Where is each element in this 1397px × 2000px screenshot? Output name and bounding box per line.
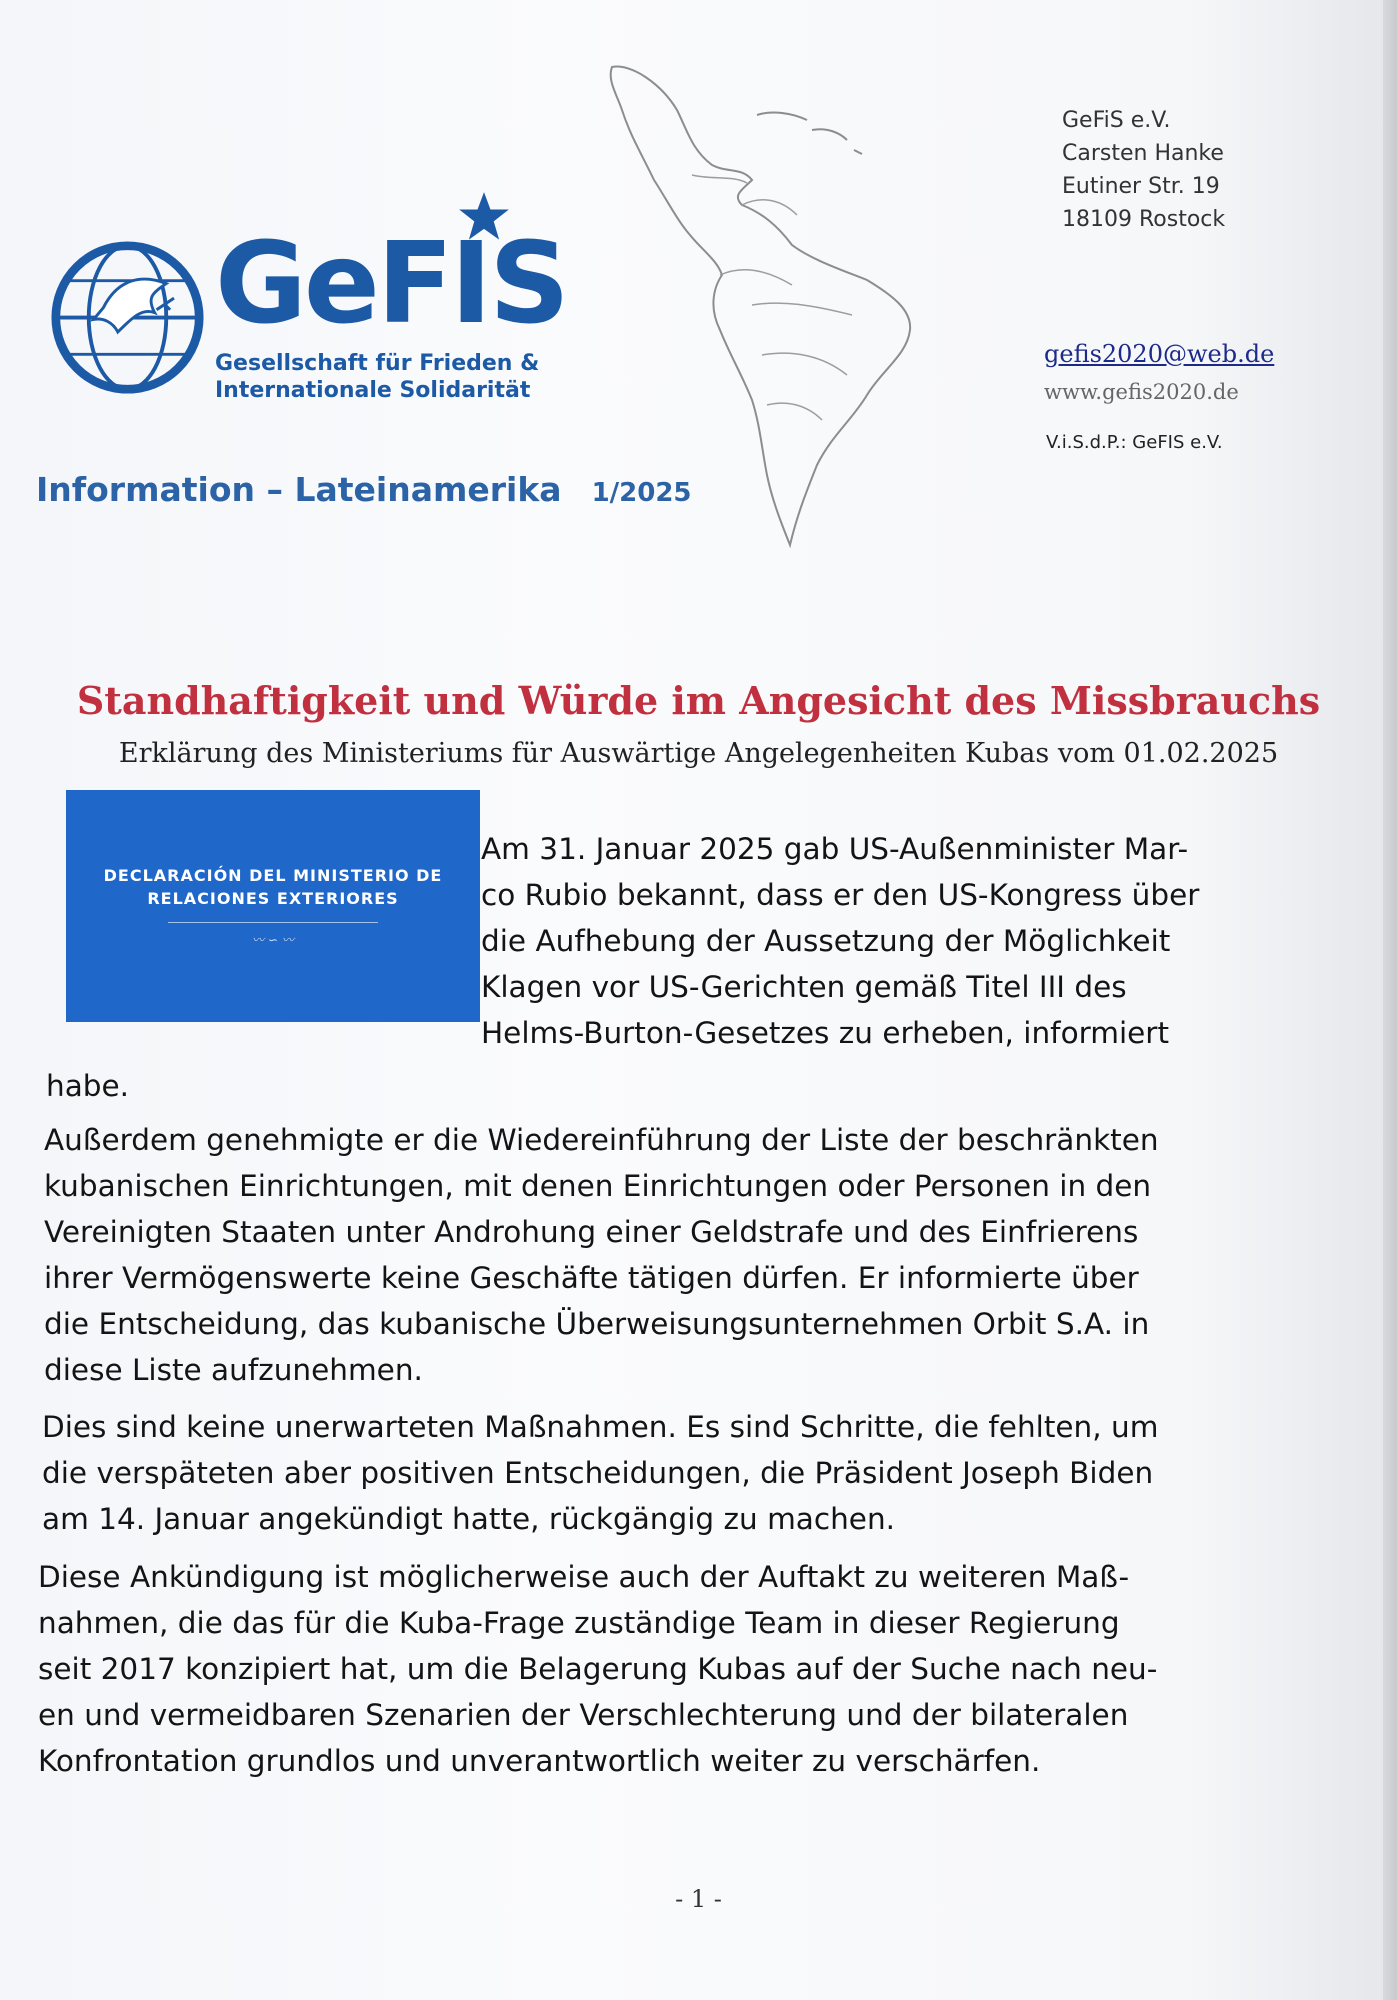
issue-number: 1/2025 xyxy=(591,478,692,508)
paragraph-2 xyxy=(44,1117,1344,1393)
paragraph-line: die Entscheidung, das kubanische Überweisungsunternehmen Orbit S.A. in xyxy=(44,1307,1150,1341)
contact-street: Eutiner Str. 19 xyxy=(1062,174,1220,199)
article-subtitle: Erklärung des Ministeriums für Auswärtige Angelegenheiten Kubas vom 01.02.2025 xyxy=(118,738,1279,769)
paragraph-line: diese Liste aufzunehmen. xyxy=(44,1353,423,1387)
paragraph-line: Dies sind keine unerwarteten Maßnahmen. Es sind Schritte, die fehlten, um xyxy=(42,1410,1159,1444)
logo-subtitle-line1: Gesellschaft für Frieden & xyxy=(215,351,540,376)
paragraph-line: die Aufhebung der Aussetzung der Möglichkeit xyxy=(481,924,1171,958)
paragraph-line: en und vermeidbaren Szenarien der Verschlechterung und der bilateralen xyxy=(38,1698,1129,1732)
paragraph-1-end: habe. xyxy=(46,1069,130,1103)
contact-email-link[interactable]: gefis2020@web.de xyxy=(1044,340,1275,368)
paragraph-line: am 14. Januar angekündigt hatte, rückgängig zu machen. xyxy=(42,1502,896,1536)
contact-city: 18109 Rostock xyxy=(1062,207,1226,232)
paragraph-line: seit 2017 konzipiert hat, um die Belagerung Kubas auf der Suche nach neu- xyxy=(38,1652,1158,1686)
page-number: - 1 - xyxy=(675,1885,722,1913)
banner-line2: RELACIONES EXTERIORES xyxy=(147,889,399,908)
banner-line1: DECLARACIÓN DEL MINISTERIO DE xyxy=(103,866,443,885)
paragraph-3 xyxy=(42,1404,1342,1542)
logo-subtitle xyxy=(215,350,539,404)
paragraph-line: Außerdem genehmigte er die Wiedereinführung der Liste der beschränkten xyxy=(44,1123,1159,1157)
logo-wordmark: GeFIS xyxy=(215,219,567,349)
paragraph-line: Helms-Burton-Gesetzes zu erheben, informiert xyxy=(481,1016,1170,1050)
article-title: Standhaftigkeit und Würde im Angesicht des Missbrauchs xyxy=(76,678,1321,723)
paragraph-line: Vereinigten Staaten unter Androhung einer Geldstrafe und des Einfrierens xyxy=(44,1215,1139,1249)
contact-website[interactable]: www.gefis2020.de xyxy=(1044,380,1239,404)
contact-org: GeFiS e.V. xyxy=(1062,108,1171,133)
paragraph-line: Am 31. Januar 2025 gab US-Außenminister Mar- xyxy=(481,832,1189,866)
banner-divider xyxy=(168,922,378,923)
paragraph-line: co Rubio bekannt, dass er den US-Kongress über xyxy=(481,878,1200,912)
paragraph-line: Diese Ankündigung ist möglicherweise auch der Auftakt zu weiteren Maß- xyxy=(38,1560,1130,1594)
page-edge-shadow xyxy=(1383,0,1397,2000)
paragraph-line: Konfrontation grundlos und unverantwortlich weiter zu verschärfen. xyxy=(38,1744,1041,1778)
paragraph-line: die verspäteten aber positiven Entscheidungen, die Präsident Joseph Biden xyxy=(42,1456,1154,1490)
paragraph-line: Klagen vor US-Gerichten gemäß Titel III des xyxy=(481,970,1127,1004)
paragraph-1 xyxy=(481,826,1301,1056)
latin-america-map-icon xyxy=(592,55,1012,565)
contact-address xyxy=(1062,104,1225,236)
paragraph-line: ihrer Vermögenswerte keine Geschäfte tätigen dürfen. Er informierte über xyxy=(44,1261,1139,1295)
info-title: Information – Lateinamerika xyxy=(36,470,562,509)
paragraph-line: kubanischen Einrichtungen, mit denen Einrichtungen oder Personen in den xyxy=(44,1169,1152,1203)
visdp-note: V.i.S.d.P.: GeFIS e.V. xyxy=(1046,432,1223,453)
gefis-logo xyxy=(50,190,570,410)
signature-icon: 〰 ∽ 〰 xyxy=(252,933,294,947)
globe-dove-icon xyxy=(50,240,205,395)
declaration-banner-image xyxy=(66,790,480,1022)
paragraph-line: nahmen, die das für die Kuba-Frage zuständige Team in dieser Regierung xyxy=(38,1606,1120,1640)
logo-subtitle-line2: Internationale Solidarität xyxy=(215,378,531,403)
paragraph-4 xyxy=(38,1554,1338,1784)
contact-name: Carsten Hanke xyxy=(1062,141,1224,166)
